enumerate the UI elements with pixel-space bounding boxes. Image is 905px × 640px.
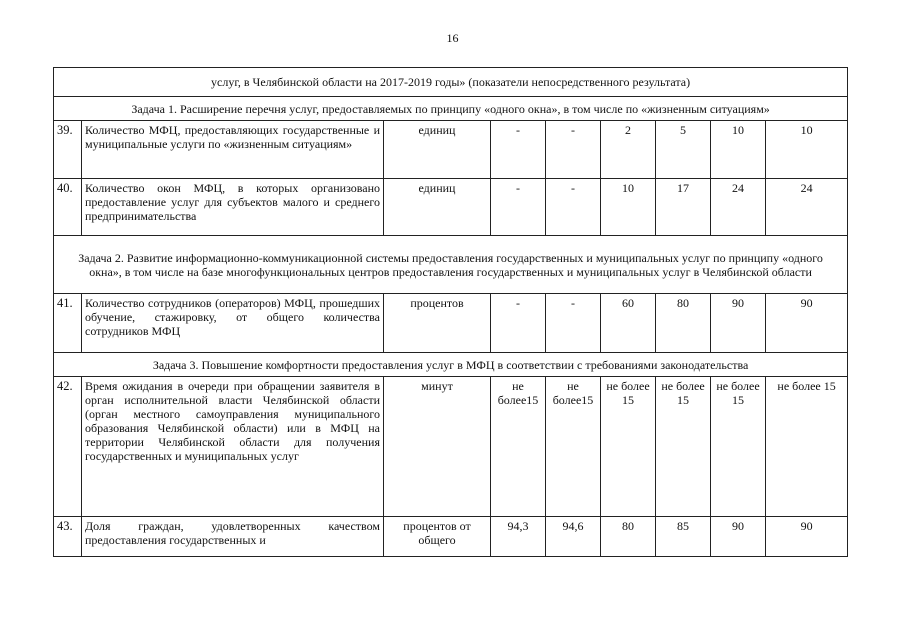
header-text: услуг, в Челябинской области на 2017-2019 годы» (показатели непосредственного результата) xyxy=(54,68,848,97)
value-cell: 90 xyxy=(766,294,848,353)
task-row xyxy=(54,97,848,121)
value-cell: 24 xyxy=(766,179,848,236)
value-cell: не более 15 xyxy=(656,377,711,517)
value-cell: 94,6 xyxy=(546,517,601,557)
table-row xyxy=(54,121,848,179)
value-cell: 90 xyxy=(711,294,766,353)
value-cell: - xyxy=(491,121,546,179)
table-row xyxy=(54,377,848,517)
value-cell: не более15 xyxy=(546,377,601,517)
unit: процентов от общего xyxy=(384,517,491,557)
value-cell: не более15 xyxy=(491,377,546,517)
value-cell: 80 xyxy=(656,294,711,353)
task-2-text: Задача 2. Развитие информационно-коммуникационной системы предоставления государственных и муниципальных услуг по принципу «одного окна», в том числе на базе многофункциональных центров предоставления государственных и муниципальных услуг в Челябинской области xyxy=(54,236,848,294)
value-cell: - xyxy=(546,179,601,236)
value-cell: 10 xyxy=(601,179,656,236)
row-number: 42. xyxy=(54,377,82,517)
unit: единиц xyxy=(384,179,491,236)
value-cell: 60 xyxy=(601,294,656,353)
value-cell: - xyxy=(491,294,546,353)
task-3-text: Задача 3. Повышение комфортности предоставления услуг в МФЦ в соответствии с требованиями законодательства xyxy=(54,353,848,377)
value-cell: 2 xyxy=(601,121,656,179)
indicators-table xyxy=(53,67,848,557)
indicator-name: Количество сотрудников (операторов) МФЦ, прошедших обучение, стажировку, от общего количества сотрудников МФЦ xyxy=(82,294,384,353)
value-cell: - xyxy=(546,294,601,353)
indicator-name: Количество окон МФЦ, в которых организовано предоставление услуг для субъектов малого и среднего предпринимательства xyxy=(82,179,384,236)
value-cell: 90 xyxy=(711,517,766,557)
value-cell: 17 xyxy=(656,179,711,236)
value-cell: 85 xyxy=(656,517,711,557)
unit: процентов xyxy=(384,294,491,353)
indicator-name: Время ожидания в очереди при обращении заявителя в орган исполнительной власти Челябинской области (орган местного самоуправления муниципального образования Челябинской области) или в МФЦ на территории Челябинской области для получения государственных и муниципальных услуг xyxy=(82,377,384,517)
table-header-row xyxy=(54,68,848,97)
row-number: 43. xyxy=(54,517,82,557)
row-number: 39. xyxy=(54,121,82,179)
value-cell: 10 xyxy=(711,121,766,179)
task-row xyxy=(54,353,848,377)
value-cell: 5 xyxy=(656,121,711,179)
row-number: 41. xyxy=(54,294,82,353)
row-number: 40. xyxy=(54,179,82,236)
table-row xyxy=(54,517,848,557)
value-cell: не более 15 xyxy=(601,377,656,517)
table-row xyxy=(54,294,848,353)
indicator-name: Количество МФЦ, предоставляющих государственные и муниципальные услуги по «жизненным ситуациям» xyxy=(82,121,384,179)
unit: единиц xyxy=(384,121,491,179)
value-cell: 24 xyxy=(711,179,766,236)
value-cell: 80 xyxy=(601,517,656,557)
table-row xyxy=(54,179,848,236)
value-cell: - xyxy=(491,179,546,236)
value-cell: 94,3 xyxy=(491,517,546,557)
value-cell: не более 15 xyxy=(711,377,766,517)
value-cell: - xyxy=(546,121,601,179)
value-cell: 10 xyxy=(766,121,848,179)
unit: минут xyxy=(384,377,491,517)
value-cell: не более 15 xyxy=(766,377,848,517)
page-number: 16 xyxy=(446,31,459,45)
value-cell: 90 xyxy=(766,517,848,557)
indicator-name: Доля граждан, удовлетворенных качеством предоставления государственных и xyxy=(82,517,384,557)
task-1-text: Задача 1. Расширение перечня услуг, предоставляемых по принципу «одного окна», в том числе по «жизненным ситуациям» xyxy=(54,97,848,121)
task-row xyxy=(54,236,848,294)
